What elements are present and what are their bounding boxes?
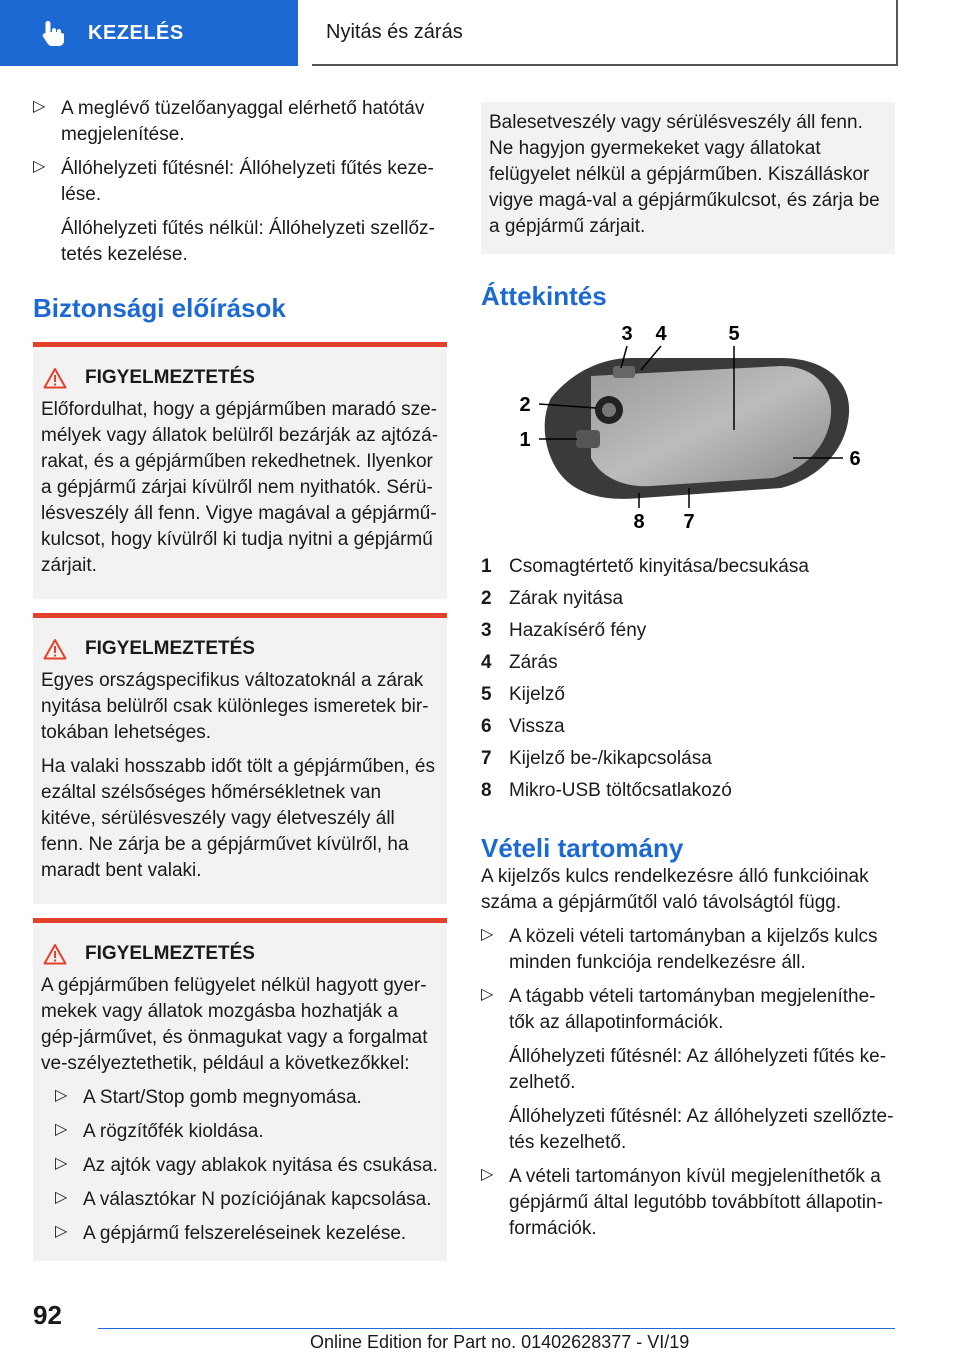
legend-row: 4 Zárás	[481, 652, 558, 673]
triangle-bullet-icon: ▷	[481, 926, 494, 943]
triangle-bullet-icon: ▷	[55, 1121, 68, 1138]
warning-text: Ha valaki hosszabb időt tölt a gépjárműben, és ezáltal szélsőséges hőmérsékletnek van kitéve, sérülésveszély vagy életveszély áll fenn. Ne zárja be a gépjárművet kívülről, ha maradt bent valaki.	[41, 756, 435, 881]
warning-box	[33, 918, 447, 1261]
warning-text: Egyes országspecifikus változatoknál a zárak nyitása belülről csak különleges ismeretek bir-tokában lehetséges.	[41, 670, 429, 743]
figure-label: 5	[728, 323, 740, 345]
warning-box	[33, 613, 447, 904]
triangle-bullet-icon: ▷	[55, 1223, 68, 1240]
footer-divider	[98, 1328, 895, 1329]
legend-row: 7 Kijelző be-/kikapcsolása	[481, 748, 712, 769]
section-heading-overview: Áttekintés	[481, 281, 607, 311]
figure-label: 3	[621, 323, 633, 345]
legend-row: 8 Mikro-USB töltőcsatlakozó	[481, 780, 732, 801]
triangle-bullet-icon: ▷	[481, 986, 494, 1003]
list-item	[33, 156, 447, 268]
section-heading-range: Vételi tartomány	[481, 833, 684, 863]
page-number: 92	[33, 1300, 62, 1330]
triangle-bullet-icon: ▷	[55, 1087, 68, 1104]
list-item: ▷ A vételi tartományon kívül megjeleníthetők a gépjármű által legutóbb továbbított állapotin-formációk.	[481, 1166, 883, 1239]
legend-row: 2 Zárak nyitása	[481, 588, 624, 609]
warning-title: FIGYELMEZTETÉS	[41, 367, 439, 389]
list-item-subtext: Állóhelyzeti fűtés nélkül: Állóhelyzeti szellőz-tetés kezelése.	[61, 218, 435, 265]
hand-pointer-icon	[38, 18, 68, 48]
triangle-bullet-icon: ▷	[55, 1155, 68, 1172]
header-chapter	[312, 0, 898, 66]
figure-label: 8	[633, 511, 645, 533]
footer-edition: Online Edition for Part no. 01402628377 - VI/19	[310, 1332, 690, 1352]
header-chapter-title: Nyitás és zárás	[326, 20, 463, 43]
warning-title: FIGYELMEZTETÉS	[41, 943, 439, 965]
warning-triangle-icon	[43, 943, 67, 965]
header-section-label: KEZELÉS	[88, 21, 184, 44]
figure-label: 6	[849, 448, 861, 470]
right-column	[481, 102, 895, 1250]
warning-title: FIGYELMEZTETÉS	[41, 638, 439, 660]
list-item: ▷ Az ajtók vagy ablakok nyitása és csukása.	[55, 1155, 438, 1176]
list-item: ▷ A tágabb vételi tartományban megjeleníthe-tők az állapotinformációk. Állóhelyzeti fűtésnél: Az állóhelyzeti fűtés ke-zelhető. Állóhelyzeti fűtésnél: Az állóhelyzeti szellőzte-tés kezelhető.	[481, 986, 894, 1153]
list-item-text: A meglévő tüzelőanyaggal elérhető hatótáv megjelenítése.	[61, 98, 425, 145]
warning-text: Balesetveszély vagy sérülésveszély áll fenn. Ne hagyjon gyermekeket vagy állatokat felügyelet nélkül a gépjárműben. Kiszálláskor vigye magá-val a gépjárműkulcsot, és zárja be a gépjármű zárjait.	[489, 112, 880, 237]
list-item: ▷ A Start/Stop gomb megnyomása.	[55, 1087, 362, 1108]
legend-row: 3 Hazakísérő fény	[481, 620, 647, 641]
display-key-figure	[481, 318, 895, 544]
list-item: ▷ A közeli vételi tartományban a kijelzős kulcs minden funkciója rendelkezésre áll.	[481, 926, 878, 973]
triangle-bullet-icon: ▷	[55, 1189, 68, 1206]
range-intro: A kijelzős kulcs rendelkezésre álló funkcióinak száma a gépjárműtől való távolságtól függ.	[481, 866, 869, 913]
triangle-bullet-icon: ▷	[481, 1166, 494, 1183]
legend-row: 6 Vissza	[481, 716, 565, 737]
legend-row: 5 Kijelző	[481, 684, 565, 705]
figure-label: 7	[683, 511, 695, 533]
triangle-bullet-icon: ▷	[33, 158, 46, 175]
warning-triangle-icon	[43, 367, 67, 389]
list-item-text: Állóhelyzeti fűtésnél: Állóhelyzeti fűtés keze-lése.	[61, 158, 434, 205]
left-column	[33, 96, 447, 1261]
figure-label: 1	[519, 429, 531, 451]
list-item	[33, 96, 447, 148]
triangle-bullet-icon: ▷	[33, 98, 46, 115]
warning-text: A gépjárműben felügyelet nélkül hagyott gyer-mekek vagy állatok mozgásba hozhatják a gép-járművet, és önmagukat vagy a forgalmat ve-szélyeztethetik, például a következőkkel:	[41, 975, 428, 1074]
header-section-tab	[0, 0, 298, 66]
figure-label: 4	[655, 323, 667, 345]
legend-row: 1 Csomagtértető kinyitása/becsukása	[481, 556, 809, 577]
warning-continuation-box	[481, 102, 895, 254]
figure-label: 2	[519, 394, 531, 416]
legend-list	[481, 554, 895, 804]
list-item: ▷ A rögzítőfék kioldása.	[55, 1121, 264, 1142]
warning-triangle-icon	[43, 638, 67, 660]
section-heading-safety: Biztonsági előírások	[33, 293, 286, 323]
list-item: ▷ A gépjármű felszereléseinek kezelése.	[55, 1223, 407, 1244]
list-item: ▷ A választókar N pozíciójának kapcsolása.	[55, 1189, 432, 1210]
warning-text: Előfordulhat, hogy a gépjárműben maradó sze-mélyek vagy állatok belülről bezárják az ajtózá-rakat, és a gépjárműben rekedhetnek. Ilyenkor a gépjármű zárjai kívülről nem nyithatók. Sérü-lésveszély áll fenn. Vigye magával a gépjármű-kulcsot, hogy kívülről ki tudja nyitni a gépjármű zárjait.	[41, 399, 439, 576]
warning-box	[33, 342, 447, 599]
